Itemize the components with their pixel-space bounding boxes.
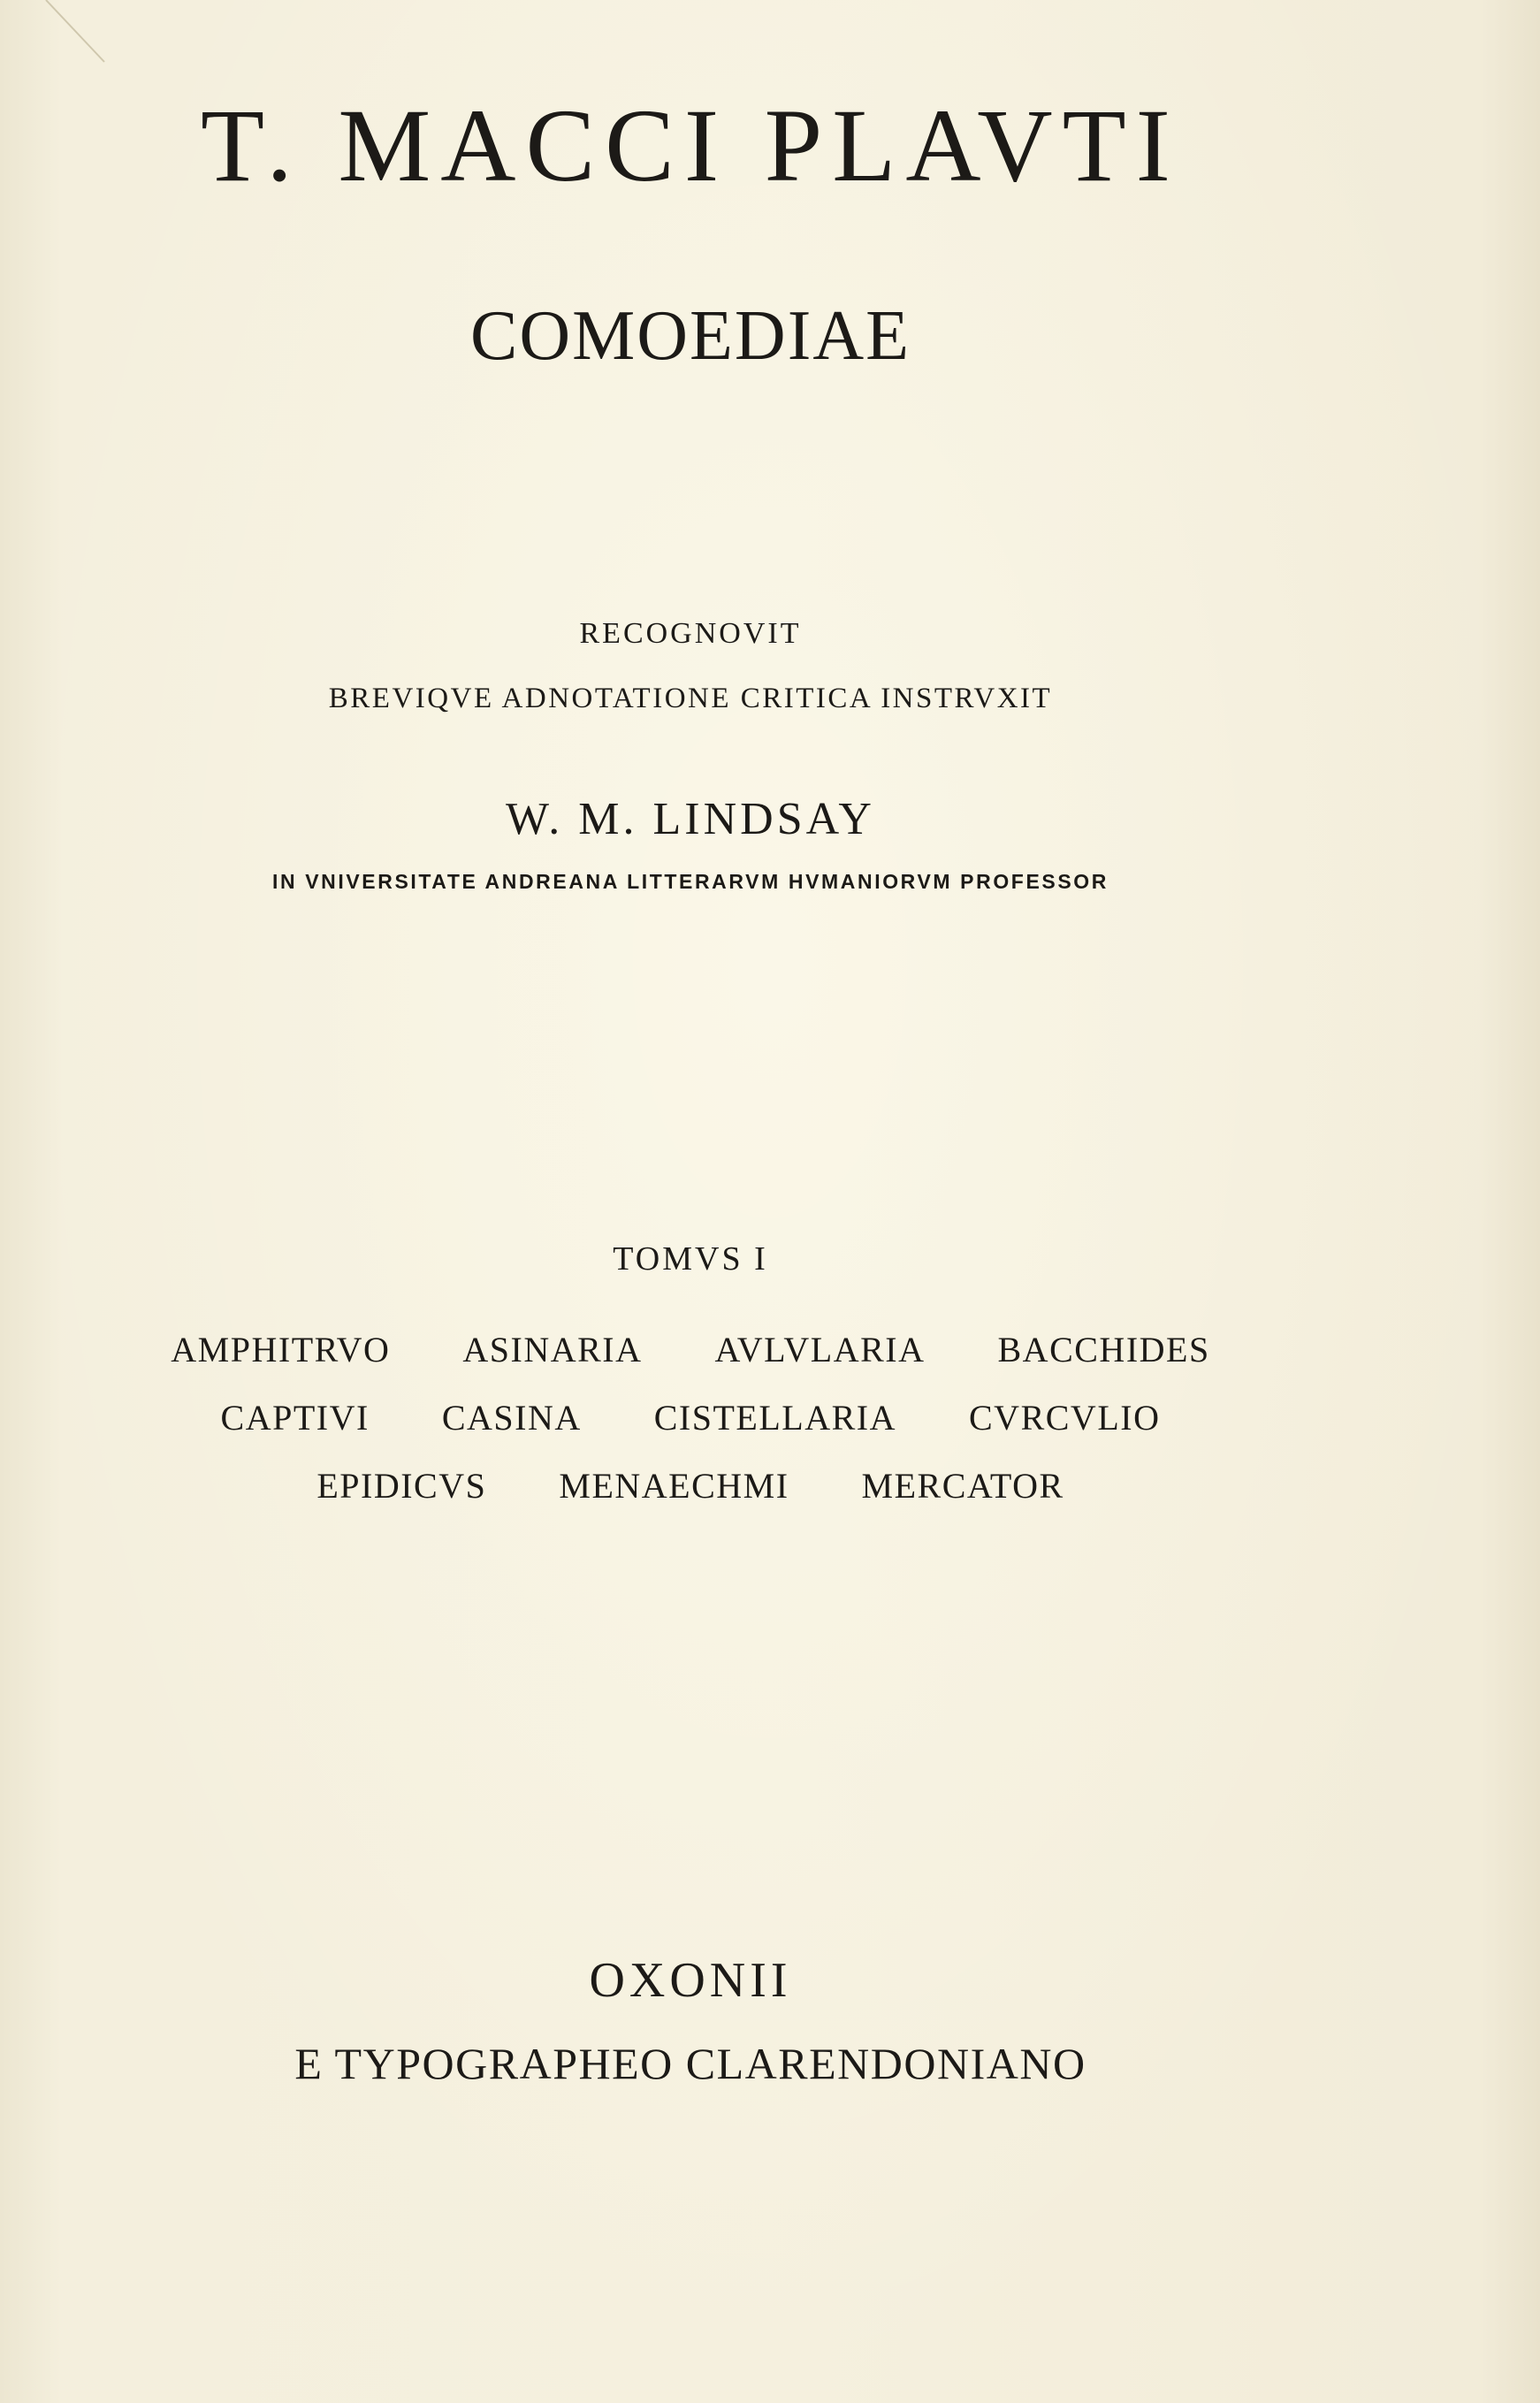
play-title: MERCATOR [861,1466,1064,1506]
imprint-place: OXONII [589,1953,792,2008]
play-title: CAPTIVI [220,1398,370,1438]
breviqve-line: BREVIQVE ADNOTATIONE CRITICA INSTRVXIT [328,683,1053,714]
play-title: BACCHIDES [997,1330,1210,1369]
page-crease-mark [35,0,115,80]
work-title: COMOEDIAE [470,297,911,375]
recognovit-line: RECOGNOVIT [579,617,802,650]
play-title: CASINA [441,1398,582,1438]
author-title: T. MACCI PLAVTI [201,88,1180,203]
play-title: CISTELLARIA [653,1398,896,1438]
volume-label: TOMVS I [613,1240,768,1278]
play-title: AMPHITRVO [171,1330,391,1369]
editor-name: W. M. LINDSAY [506,794,875,844]
play-title: AVLVLARIA [714,1330,926,1369]
plays-row-2 [0,1396,1460,1440]
play-title: EPIDICVS [316,1466,487,1506]
imprint-press: E TYPOGRAPHEO CLARENDONIANO [294,2039,1086,2088]
editor-affiliation: IN VNIVERSITATE ANDREANA LITTERARVM HVMANIORVM PROFESSOR [272,870,1109,893]
play-title: CVRCVLIO [969,1398,1161,1438]
play-title: ASINARIA [462,1330,643,1369]
plays-row-1 [0,1328,1460,1372]
play-title: MENAECHMI [559,1466,789,1506]
plays-row-3 [0,1464,1460,1508]
